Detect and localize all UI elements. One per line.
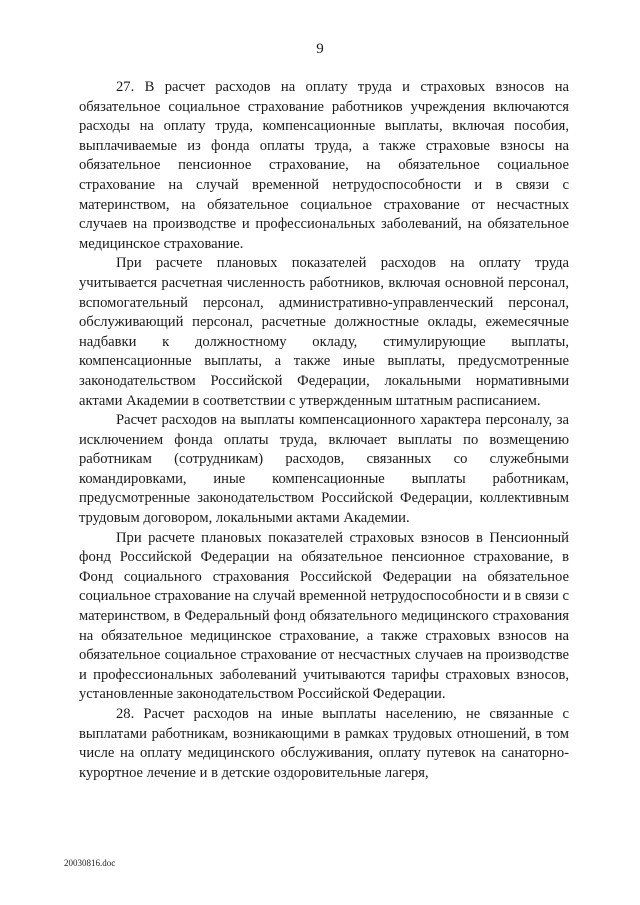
paragraph-compensation-payments: Расчет расходов на выплаты компенсационного характера персоналу, за исключением фонда оплаты труда, включает выплаты по возмещению работникам (сотрудникам) расходов, связанных со служебными командировками, иные компенсационные выплаты работникам, предусмотренные законодательством Российской Федерации, коллективным трудовым договором, локальными актами Академии. (79, 412, 569, 527)
paragraph-planned-labor-costs: При расчете плановых показателей расходов на оплату труда учитывается расчетная численность работников, включая основной персонал, вспомогательный персонал, административно-управленческий персонал, обслуживающий персонал, расчетные должностные оклады, ежемесячные надбавки к должностному окладу, стимулирующие выплаты, компенсационные выплаты, а также иные выплаты, предусмотренные законодательством Российской Федерации, локальными нормативными актами Академии в соответствии с утвержденным штатным расписанием. (79, 255, 569, 409)
paragraph-item-27: 27. В расчет расходов на оплату труда и страховых взносов на обязательное социальное страхование работников учреждения включаются расходы на оплату труда, компенсационные выплаты, включая пособия, выплачиваемые из фонда оплаты труда, а также страховые взносы на обязательное пенсионное страхование, на обязательное социальное страхование на случай временной нетрудоспособности и в связи с материнством, на обязательное социальное страхование от несчастных случаев на производстве и профессиональных заболеваний, на обязательное медицинское страхование. (79, 79, 569, 252)
page-number: 9 (316, 41, 324, 57)
paragraph-item-28: 28. Расчет расходов на иные выплаты населению, не связанные с выплатами работникам, возникающими в рамках трудовых отношений, в том числе на оплату медицинского обслуживания, оплату путевок на санаторно-курортное лечение и в детские оздоровительные лагеря, (79, 706, 569, 781)
footer-filename: 20030816.doc (64, 858, 116, 868)
document-body (79, 78, 569, 783)
paragraph-insurance-contributions: При расчете плановых показателей страховых взносов в Пенсионный фонд Российской Федерации на обязательное пенсионное страхование, в Фонд социального страхования Российской Федерации на обязательное социальное страхование на случай временной нетрудоспособности и в связи с материнством, в Федеральный фонд обязательного медицинского страхования на обязательное медицинское страхование, а также страховых взносов на обязательное социальное страхование от несчастных случаев на производстве и профессиональных заболеваний учитываются тарифы страховых взносов, установленные законодательством Российской Федерации. (79, 529, 569, 703)
